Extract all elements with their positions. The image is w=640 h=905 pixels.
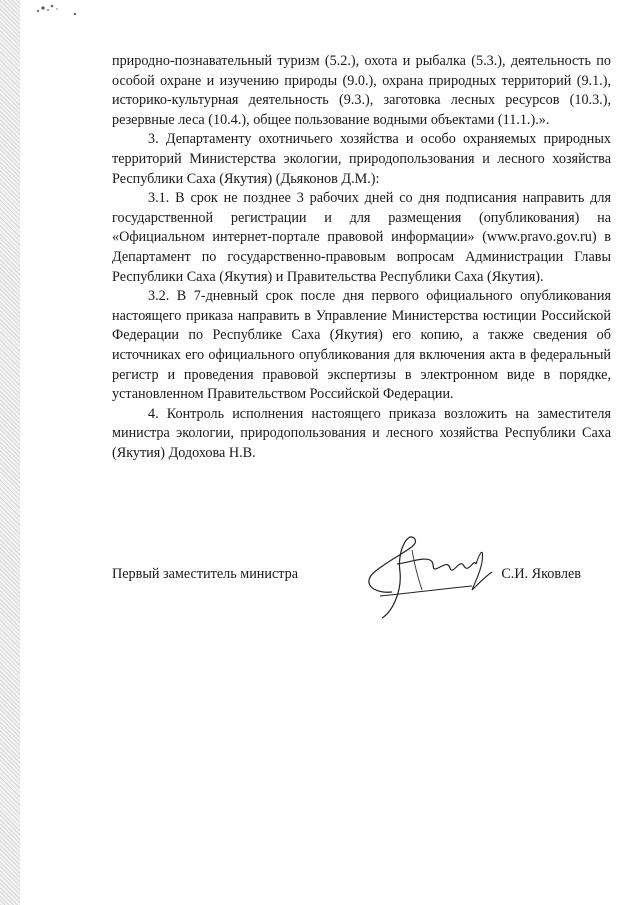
signatory-position: Первый заместитель министра — [112, 566, 299, 582]
paragraph-3-2: 3.2. В 7-дневный срок после дня первого официального опубликования настоящего приказа направить в Управление Министерства юстиции Российской Федерации по Республике Саха (Якутия) его копию, а также сведения об источниках его официального опубликования для включения акта в федеральный регистр и проведения правовой экспертизы в электронном виде в порядке, установленном Правительством Российской Федерации. — [112, 288, 611, 403]
paragraph-3-1: 3.1. В срок не позднее 3 рабочих дней со дня подписания направить для государственной регистрации и для размещения (опубликования) на «Официальном интернет-портале правовой информации» (www.pravo.gov.ru) в Департамент по государственно-правовым вопросам Администрации Главы Республики Саха (Якутия) и Правительства Республики Саха (Якутия). — [112, 190, 611, 285]
handwritten-signature — [352, 532, 522, 622]
scan-speck — [34, 2, 80, 16]
signatory-name: С.И. Яковлев — [501, 566, 581, 582]
paragraph-continuation: природно-познавательный туризм (5.2.), охота и рыбалка (5.3.), деятельность по особой охране и изучению природы (9.0.), охрана природных территорий (9.1.), историко-культурная деятельность (9.3.), заготовка лесных ресурсов (10.3.), резервные леса (10.4.), общее пользование водными объектами (11.1.).». — [112, 53, 611, 128]
signature-block — [112, 562, 611, 642]
scan-edge-artifact — [0, 0, 20, 905]
paragraph-3: 3. Департаменту охотничьего хозяйства и особо охраняемых природных территорий Министерства экологии, природопользования и лесного хозяйства Республики Саха (Якутия) (Дьяконов Д.М.): — [112, 131, 611, 187]
paragraph-4: 4. Контроль исполнения настоящего приказа возложить на заместителя министра экологии, природопользования и лесного хозяйства Республики Саха (Якутия) Додохова Н.В. — [112, 405, 611, 461]
document-body — [112, 52, 611, 463]
